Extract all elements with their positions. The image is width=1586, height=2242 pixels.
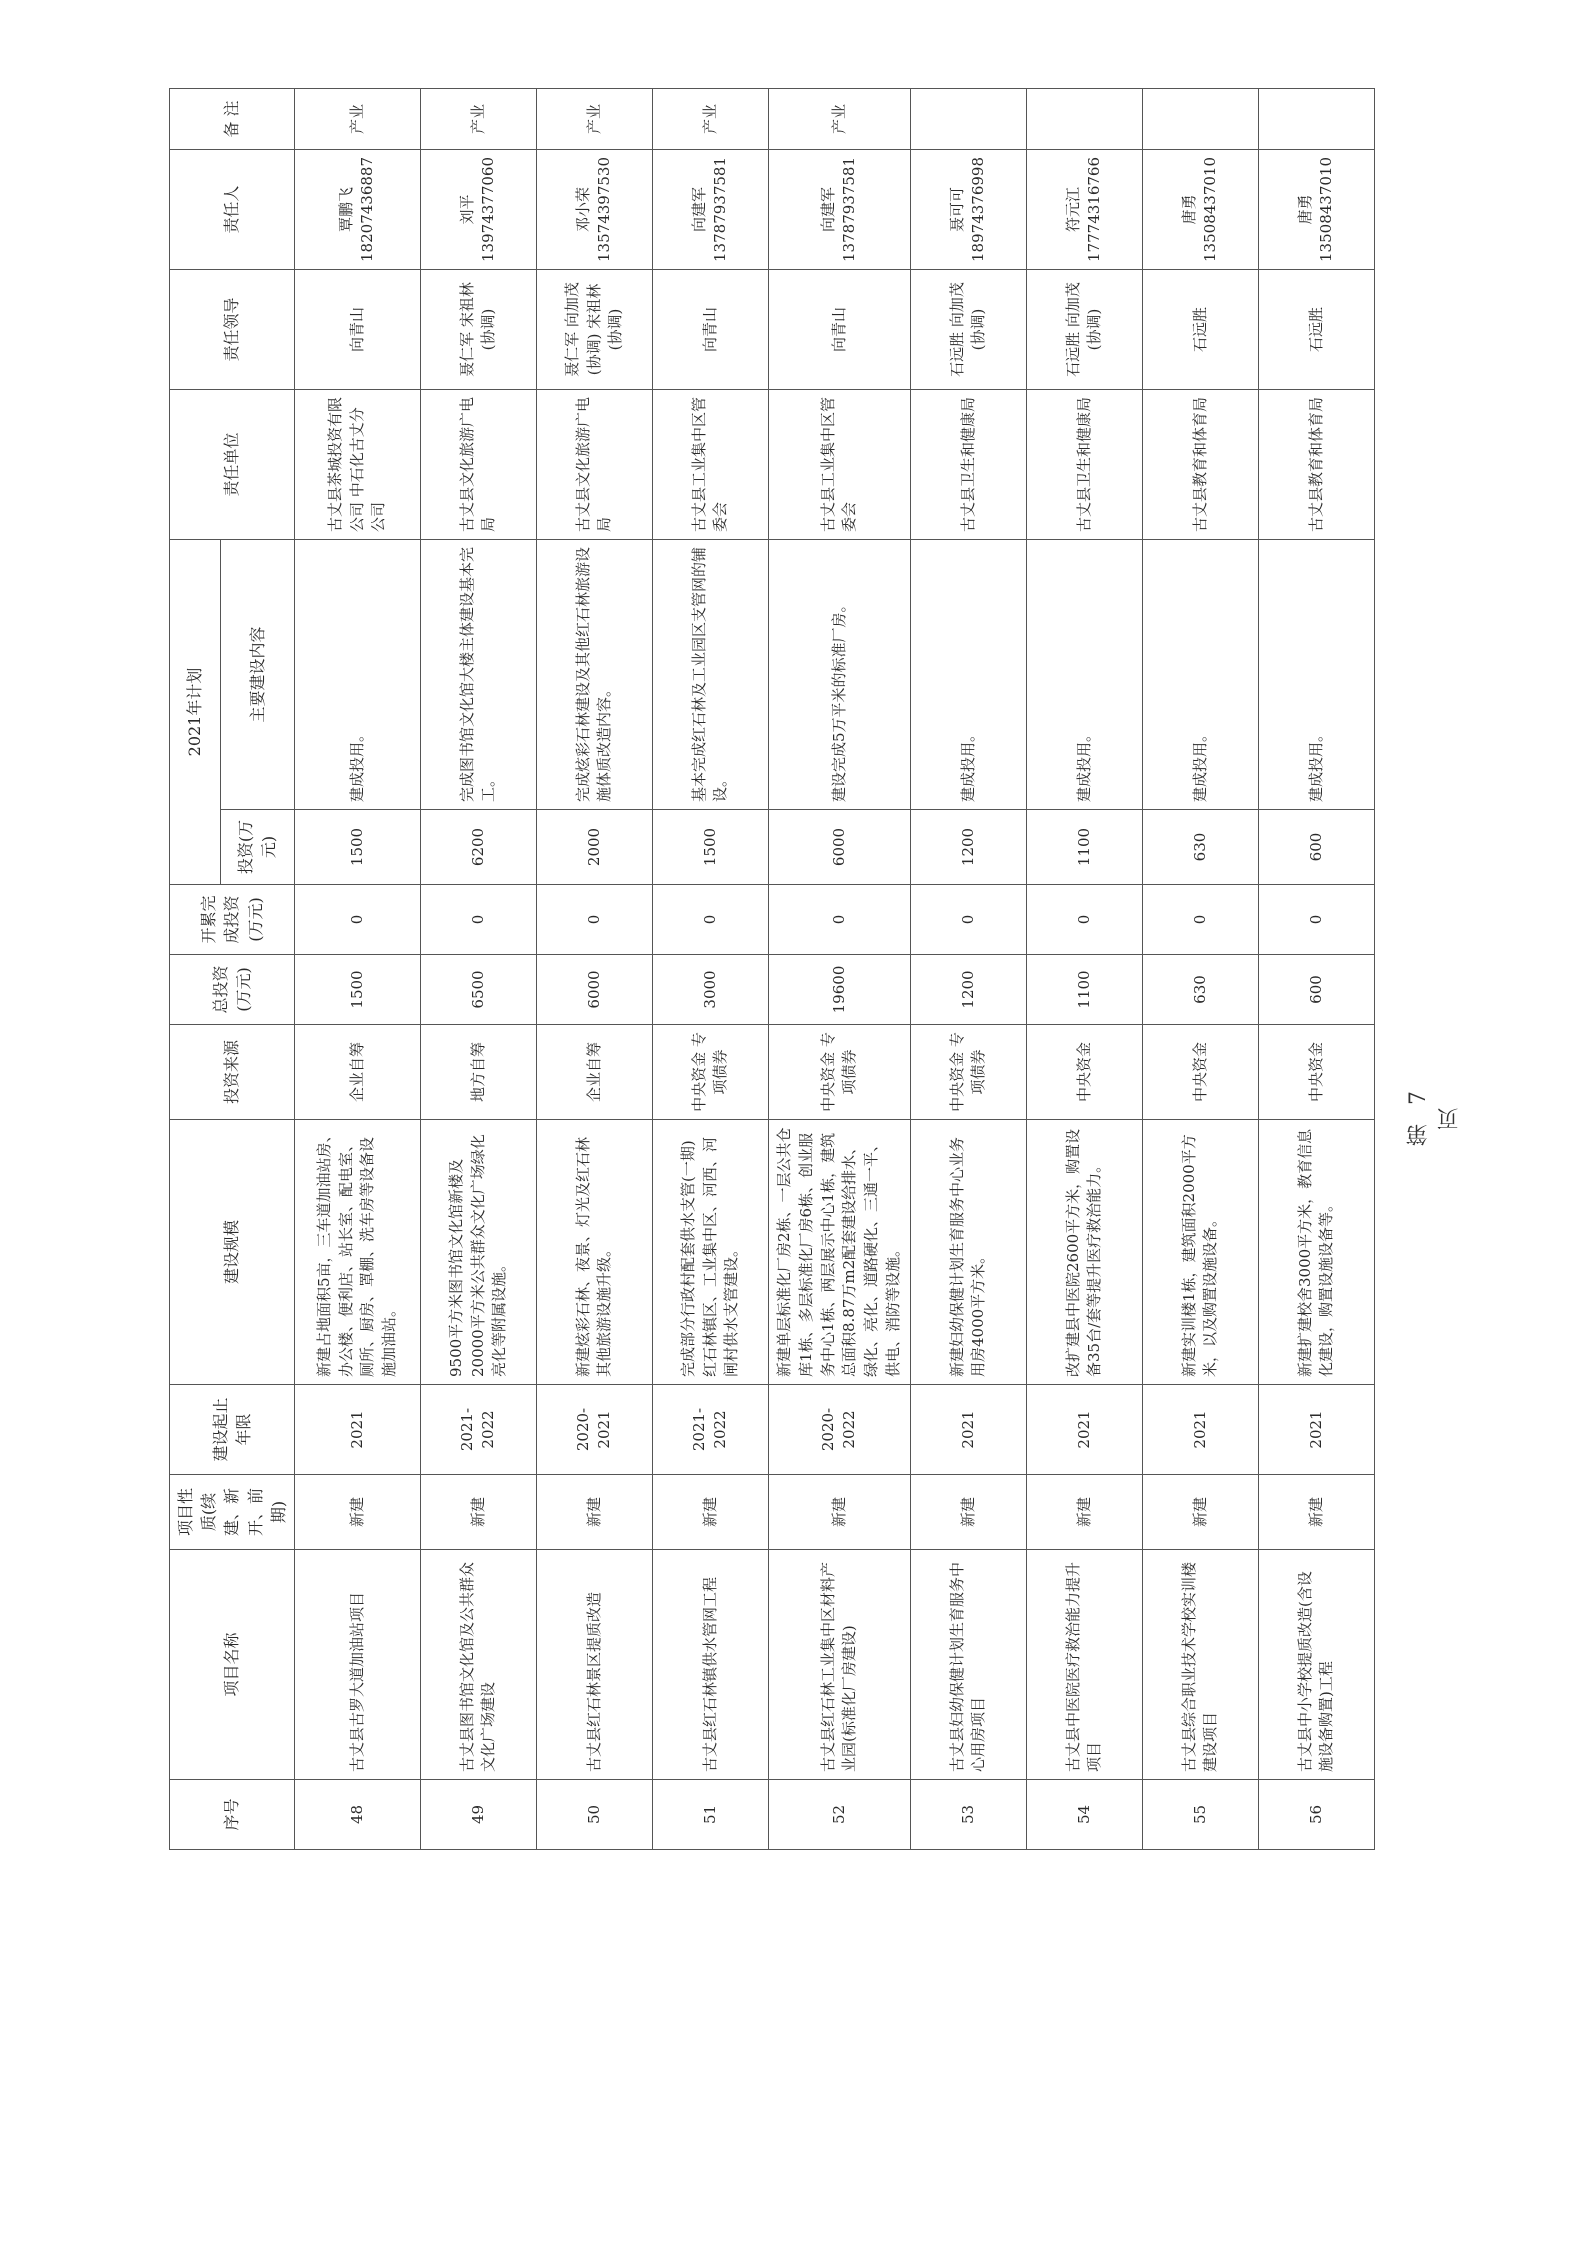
cell-total: 1200 (910, 955, 1026, 1025)
cell-unit: 古丈县卫生和健康局 (910, 389, 1026, 539)
cell-seq: 55 (1142, 1780, 1258, 1850)
cell-source: 中央资金 (1258, 1025, 1374, 1120)
cell-note (1258, 88, 1374, 149)
header-plan: 2021年计划 (170, 539, 221, 884)
header-scale: 建设规模 (170, 1120, 295, 1385)
header-done: 开累完成投资(万元) (170, 885, 295, 955)
cell-note (910, 88, 1026, 149)
cell-source: 中央资金 (1026, 1025, 1142, 1120)
cell-person: 唐勇 13508437010 (1258, 149, 1374, 269)
cell-seq: 48 (294, 1780, 420, 1850)
cell-scale: 新建妇幼保健计划生育服务中心业务用房4000平方米。 (910, 1120, 1026, 1385)
cell-person: 邓小荣 13574397530 (536, 149, 652, 269)
cell-done: 0 (768, 885, 910, 955)
cell-leader: 石远胜 向加茂(协调) (910, 269, 1026, 389)
cell-note: 产业 (294, 88, 420, 149)
cell-seq: 52 (768, 1780, 910, 1850)
cell-person: 向建军 13787937581 (768, 149, 910, 269)
cell-name: 古丈县红石林镇供水管网工程 (652, 1550, 768, 1780)
cell-name: 古丈县中医院医疗救治能力提升项目 (1026, 1550, 1142, 1780)
cell-total: 1100 (1026, 955, 1142, 1025)
cell-person: 唐勇 13508437010 (1142, 149, 1258, 269)
header-note: 备 注 (170, 88, 295, 149)
cell-total: 3000 (652, 955, 768, 1025)
header-person: 责任人 (170, 149, 295, 269)
cell-plan-invest: 600 (1258, 810, 1374, 885)
cell-leader: 向青山 (294, 269, 420, 389)
header-plan-content: 主要建设内容 (220, 539, 294, 809)
cell-leader: 向青山 (768, 269, 910, 389)
cell-content: 建成投用。 (294, 539, 420, 809)
cell-total: 630 (1142, 955, 1258, 1025)
cell-plan-invest: 630 (1142, 810, 1258, 885)
cell-years: 2021 (1258, 1385, 1374, 1475)
cell-name: 古丈县综合职业技术学校实训楼建设项目 (1142, 1550, 1258, 1780)
cell-unit: 古丈县工业集中区管委会 (768, 389, 910, 539)
rotated-table-container (169, 89, 1336, 1850)
cell-scale: 改扩建县中医院2600平方米，购置设备35台/套等提升医疗救治能力。 (1026, 1120, 1142, 1385)
cell-source: 中央资金 (1142, 1025, 1258, 1120)
cell-nature: 新建 (910, 1475, 1026, 1550)
cell-leader: 聂仁军 宋祖林(协调) (420, 269, 536, 389)
cell-plan-invest: 1100 (1026, 810, 1142, 885)
cell-content: 建成投用。 (1142, 539, 1258, 809)
cell-scale: 新建炫彩石林、夜景、灯光及红石林其他旅游设施升级。 (536, 1120, 652, 1385)
cell-person: 覃鹏飞 18207436887 (294, 149, 420, 269)
cell-plan-invest: 6000 (768, 810, 910, 885)
cell-leader: 向青山 (652, 269, 768, 389)
cell-done: 0 (910, 885, 1026, 955)
cell-source: 中央资金 专项债券 (910, 1025, 1026, 1120)
cell-nature: 新建 (652, 1475, 768, 1550)
cell-done: 0 (652, 885, 768, 955)
table-row (1026, 88, 1142, 1849)
table-row (1258, 88, 1374, 1849)
cell-nature: 新建 (420, 1475, 536, 1550)
cell-unit: 古丈县文化旅游广电局 (420, 389, 536, 539)
header-source: 投资来源 (170, 1025, 295, 1120)
cell-done: 0 (1142, 885, 1258, 955)
table-row (910, 88, 1026, 1849)
cell-total: 19600 (768, 955, 910, 1025)
cell-leader: 石远胜 (1142, 269, 1258, 389)
cell-plan-invest: 1500 (652, 810, 768, 885)
header-unit: 责任单位 (170, 389, 295, 539)
cell-note: 产业 (652, 88, 768, 149)
cell-content: 建设完成5万平米的标准厂房。 (768, 539, 910, 809)
table-row (294, 88, 420, 1849)
cell-leader: 聂仁军 向加茂(协调) 宋祖林(协调) (536, 269, 652, 389)
cell-person: 向建军 13787937581 (652, 149, 768, 269)
cell-scale: 9500平方米图书馆文化馆新楼及20000平方米公共群众文化广场绿化亮化等附属设施。 (420, 1120, 536, 1385)
cell-note (1142, 88, 1258, 149)
cell-total: 1500 (294, 955, 420, 1025)
header-name: 项目名称 (170, 1550, 295, 1780)
cell-source: 地方自筹 (420, 1025, 536, 1120)
cell-content: 建成投用。 (910, 539, 1026, 809)
cell-scale: 新建占地面积5亩，三车道加油站房、办公楼、便利店、站长室、配电室、厕所、厨房、罩棚、洗车房等设备设施加油站。 (294, 1120, 420, 1385)
cell-content: 完成图书馆文化馆大楼主体建设基本完工。 (420, 539, 536, 809)
table-row (768, 88, 910, 1849)
cell-source: 中央资金 专项债券 (768, 1025, 910, 1120)
cell-years: 2021 (910, 1385, 1026, 1475)
cell-seq: 51 (652, 1780, 768, 1850)
cell-plan-invest: 1200 (910, 810, 1026, 885)
cell-leader: 石远胜 向加茂(协调) (1026, 269, 1142, 389)
cell-nature: 新建 (1258, 1475, 1374, 1550)
cell-unit: 古丈县文化旅游广电局 (536, 389, 652, 539)
cell-done: 0 (420, 885, 536, 955)
project-table (169, 88, 1375, 1850)
cell-nature: 新建 (768, 1475, 910, 1550)
cell-total: 600 (1258, 955, 1374, 1025)
cell-unit: 古丈县茶城投资有限公司 中石化古丈分公司 (294, 389, 420, 539)
cell-source: 企业自筹 (294, 1025, 420, 1120)
cell-person: 刘平 13974377060 (420, 149, 536, 269)
table-row (1142, 88, 1258, 1849)
cell-plan-invest: 6200 (420, 810, 536, 885)
cell-content: 基本完成红石林及工业园区支管网的铺设。 (652, 539, 768, 809)
cell-name: 古丈县妇幼保健计划生育服务中心用房项目 (910, 1550, 1026, 1780)
cell-name: 古丈县红石林工业集中区材料产业园(标准化厂房建设) (768, 1550, 910, 1780)
cell-name: 古丈县中小学校提质改造(含设施设备购置)工程 (1258, 1550, 1374, 1780)
cell-name: 古丈县古罗大道加油站项目 (294, 1550, 420, 1780)
cell-source: 企业自筹 (536, 1025, 652, 1120)
header-plan-invest: 投资(万元) (220, 810, 294, 885)
table-row (652, 88, 768, 1849)
cell-total: 6000 (536, 955, 652, 1025)
cell-years: 2021 (1026, 1385, 1142, 1475)
cell-nature: 新建 (294, 1475, 420, 1550)
cell-unit: 古丈县卫生和健康局 (1026, 389, 1142, 539)
header-nature: 项目性质(续建、新开、前期) (170, 1475, 295, 1550)
cell-leader: 石远胜 (1258, 269, 1374, 389)
cell-years: 2020-2022 (768, 1385, 910, 1475)
header-leader: 责任领导 (170, 269, 295, 389)
cell-note: 产业 (536, 88, 652, 149)
cell-nature: 新建 (1142, 1475, 1258, 1550)
cell-plan-invest: 1500 (294, 810, 420, 885)
cell-seq: 49 (420, 1780, 536, 1850)
cell-years: 2021-2022 (652, 1385, 768, 1475)
cell-done: 0 (1258, 885, 1374, 955)
cell-seq: 54 (1026, 1780, 1142, 1850)
table-row (420, 88, 536, 1849)
cell-unit: 古丈县教育和体育局 (1258, 389, 1374, 539)
header-years: 建设起止年限 (170, 1385, 295, 1475)
cell-note (1026, 88, 1142, 149)
cell-note: 产业 (768, 88, 910, 149)
cell-nature: 新建 (536, 1475, 652, 1550)
cell-content: 建成投用。 (1026, 539, 1142, 809)
cell-total: 6500 (420, 955, 536, 1025)
cell-seq: 56 (1258, 1780, 1374, 1850)
cell-scale: 完成部分行政村配套供水支管(一期)红石林镇区、工业集中区、河西、河闸村供水支管建设。 (652, 1120, 768, 1385)
cell-plan-invest: 2000 (536, 810, 652, 885)
header-total: 总投资(万元) (170, 955, 295, 1025)
cell-unit: 古丈县工业集中区管委会 (652, 389, 768, 539)
cell-note: 产业 (420, 88, 536, 149)
cell-person: 聂可可 18974376998 (910, 149, 1026, 269)
cell-scale: 新建单层标准化厂房2栋、一层公共仓库1栋、多层标准化厂房6栋、创业服务中心1栋、两层展示中心1栋，建筑总面积8.87万m2配套建设给排水、绿化、亮化、道路硬化、三通一平、供电、消防等设施。 (768, 1120, 910, 1385)
cell-years: 2020-2021 (536, 1385, 652, 1475)
cell-person: 符元江 17774316766 (1026, 149, 1142, 269)
cell-done: 0 (536, 885, 652, 955)
cell-years: 2021 (1142, 1385, 1258, 1475)
cell-scale: 新建扩建校舍3000平方米，教育信息化建设，购置设施设备等。 (1258, 1120, 1374, 1385)
cell-seq: 50 (536, 1780, 652, 1850)
cell-unit: 古丈县教育和体育局 (1142, 389, 1258, 539)
cell-name: 古丈县红石林景区提质改造 (536, 1550, 652, 1780)
header-seq: 序号 (170, 1780, 295, 1850)
cell-name: 古丈县图书馆文化馆及公共群众文化广场建设 (420, 1550, 536, 1780)
cell-seq: 53 (910, 1780, 1026, 1850)
cell-years: 2021 (294, 1385, 420, 1475)
cell-done: 0 (1026, 885, 1142, 955)
cell-years: 2021-2022 (420, 1385, 536, 1475)
page-number: 第 7 页 (1406, 1085, 1462, 1147)
cell-scale: 新建实训楼1栋，建筑面积2000平方米，以及购置设施设备。 (1142, 1120, 1258, 1385)
cell-source: 中央资金 专项债券 (652, 1025, 768, 1120)
table-row (536, 88, 652, 1849)
cell-content: 完成炫彩石林建设及其他红石林旅游设施体质改造内容。 (536, 539, 652, 809)
cell-done: 0 (294, 885, 420, 955)
cell-content: 建成投用。 (1258, 539, 1374, 809)
cell-nature: 新建 (1026, 1475, 1142, 1550)
